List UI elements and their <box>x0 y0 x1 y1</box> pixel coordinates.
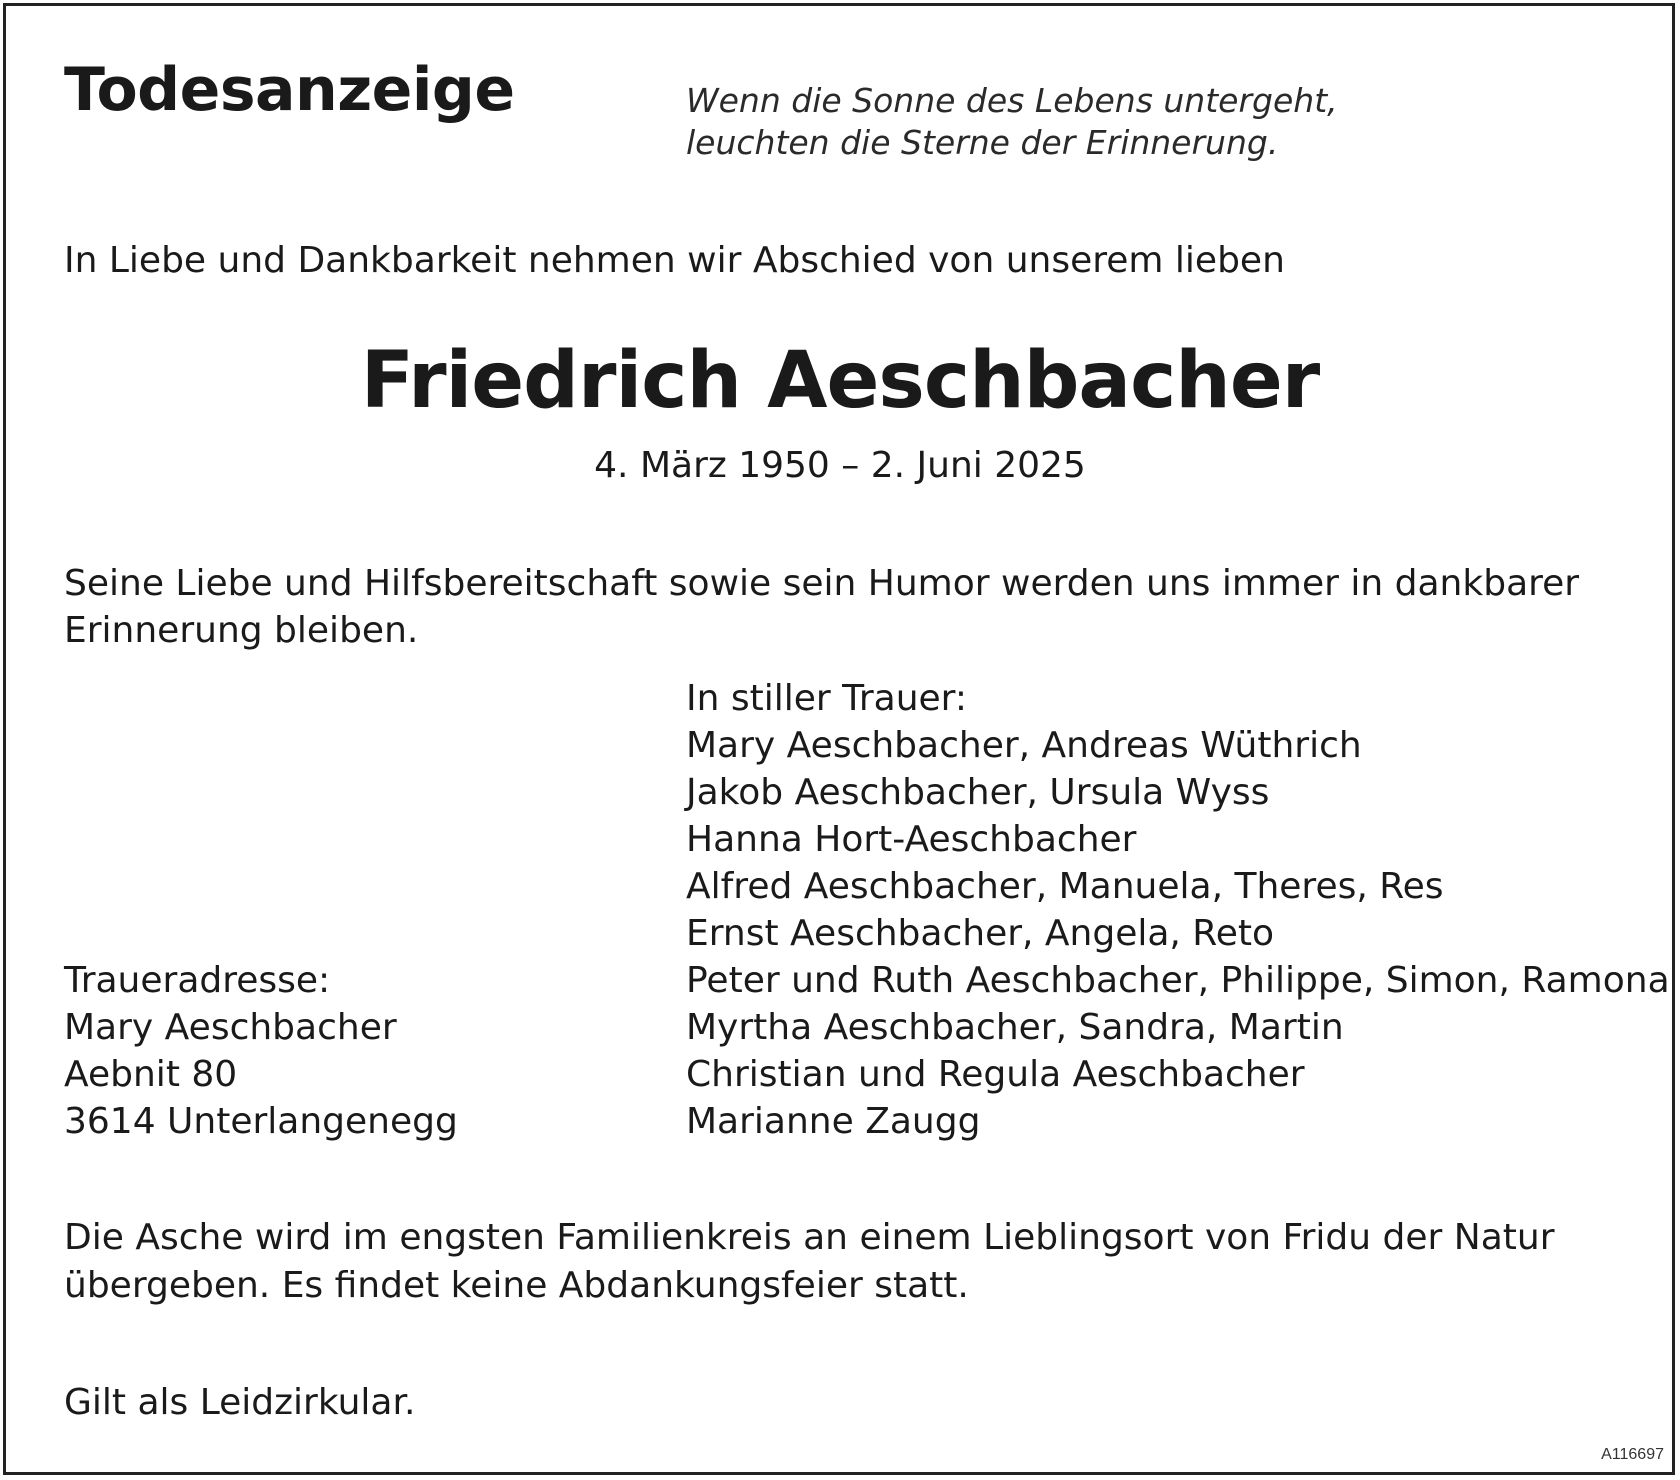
address-line: Mary Aeschbacher <box>64 1007 397 1048</box>
address-heading: Traueradresse: <box>64 960 331 1001</box>
mourner-name: Ernst Aeschbacher, Angela, Reto <box>686 913 1274 954</box>
motto-line: leuchten die Sterne der Erinnerung. <box>686 123 1279 162</box>
ashes-notice <box>64 1214 1555 1310</box>
motto-quote <box>686 80 1338 164</box>
mourners-list <box>686 675 1670 1145</box>
reference-code: A116697 <box>1601 1446 1664 1463</box>
circular-note: Gilt als Leidzirkular. <box>64 1382 416 1423</box>
mourner-name: Myrtha Aeschbacher, Sandra, Martin <box>686 1007 1344 1048</box>
motto-line: Wenn die Sonne des Lebens untergeht, <box>686 81 1338 120</box>
deceased-name: Friedrich Aeschbacher <box>360 336 1320 426</box>
mourning-address <box>64 957 458 1145</box>
tribute-line: Erinnerung bleiben. <box>64 610 419 651</box>
mourner-name: Christian und Regula Aeschbacher <box>686 1054 1305 1095</box>
mourner-name: Alfred Aeschbacher, Manuela, Theres, Res <box>686 866 1444 907</box>
mourners-heading: In stiller Trauer: <box>686 678 967 719</box>
mourner-name: Jakob Aeschbacher, Ursula Wyss <box>686 772 1270 813</box>
mourner-name: Peter und Ruth Aeschbacher, Philippe, Simon, Ramona <box>686 960 1670 1001</box>
address-line: Aebnit 80 <box>64 1054 238 1095</box>
intro-text: In Liebe und Dankbarkeit nehmen wir Abschied von unserem lieben <box>64 240 1285 281</box>
notice-title: Todesanzeige <box>64 55 515 125</box>
mourner-name: Marianne Zaugg <box>686 1101 981 1142</box>
tribute-text <box>64 560 1579 654</box>
mourner-name: Hanna Hort-Aeschbacher <box>686 819 1137 860</box>
ashes-line: übergeben. Es findet keine Abdankungsfeier statt. <box>64 1265 969 1306</box>
tribute-line: Seine Liebe und Hilfsbereitschaft sowie sein Humor werden uns immer in dankbarer <box>64 563 1580 604</box>
address-line: 3614 Unterlangenegg <box>64 1101 458 1142</box>
ashes-line: Die Asche wird im engsten Familienkreis an einem Lieblingsort von Fridu der Natur <box>64 1217 1555 1258</box>
life-dates: 4. März 1950 – 2. Juni 2025 <box>594 445 1086 486</box>
mourner-name: Mary Aeschbacher, Andreas Wüthrich <box>686 725 1362 766</box>
